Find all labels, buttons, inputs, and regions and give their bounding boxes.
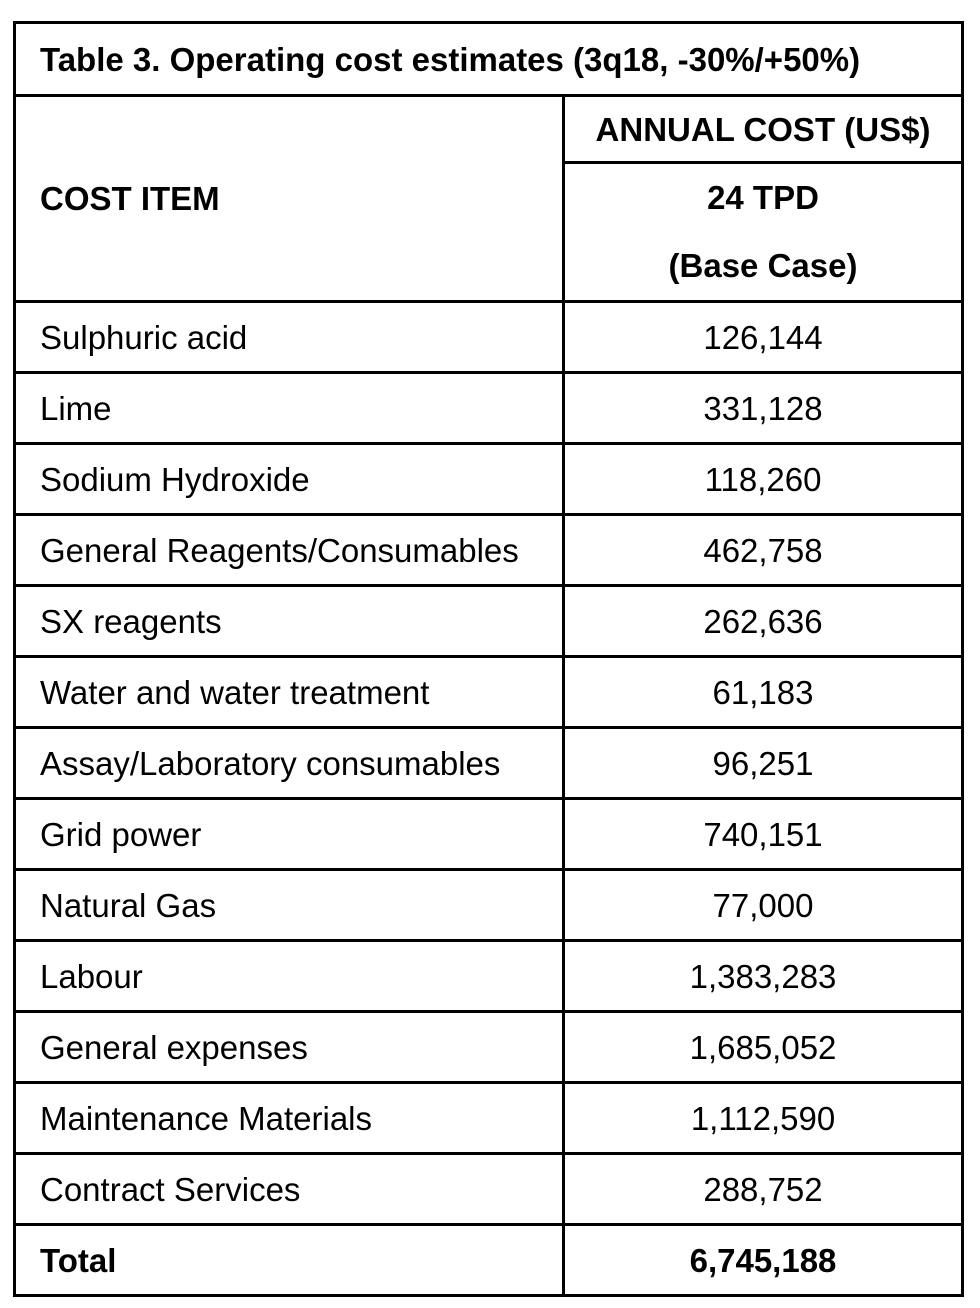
table-row bbox=[15, 941, 963, 1012]
annual-cost-cell: 462,758 bbox=[564, 515, 963, 586]
annual-cost-cell: 126,144 bbox=[564, 302, 963, 373]
annual-cost-cell: 1,685,052 bbox=[564, 1012, 963, 1083]
table-title-row bbox=[15, 23, 963, 96]
table-row bbox=[15, 728, 963, 799]
annual-cost-cell: 118,260 bbox=[564, 444, 963, 515]
cost-item-cell: Labour bbox=[15, 941, 564, 1012]
cost-item-cell: Contract Services bbox=[15, 1154, 564, 1225]
annual-cost-cell: 331,128 bbox=[564, 373, 963, 444]
cost-item-cell: General Reagents/Consumables bbox=[15, 515, 564, 586]
table-row bbox=[15, 870, 963, 941]
annual-cost-cell: 262,636 bbox=[564, 586, 963, 657]
table-row bbox=[15, 657, 963, 728]
cost-item-cell: Maintenance Materials bbox=[15, 1083, 564, 1154]
table-row bbox=[15, 302, 963, 373]
annual-cost-cell: 740,151 bbox=[564, 799, 963, 870]
annual-cost-cell: 77,000 bbox=[564, 870, 963, 941]
annual-cost-cell: 1,383,283 bbox=[564, 941, 963, 1012]
annual-cost-cell: 61,183 bbox=[564, 657, 963, 728]
cost-item-cell: Assay/Laboratory consumables bbox=[15, 728, 564, 799]
header-row-1 bbox=[15, 96, 963, 163]
annual-cost-cell: 1,112,590 bbox=[564, 1083, 963, 1154]
base-case-header bbox=[564, 163, 963, 302]
operating-cost-table bbox=[13, 21, 964, 1297]
total-row bbox=[15, 1225, 963, 1296]
table-row bbox=[15, 799, 963, 870]
base-case-label: (Base Case) bbox=[668, 247, 858, 284]
table-row bbox=[15, 373, 963, 444]
cost-item-cell: Sulphuric acid bbox=[15, 302, 564, 373]
cost-item-cell: Natural Gas bbox=[15, 870, 564, 941]
table-row bbox=[15, 1083, 963, 1154]
total-value: 6,745,188 bbox=[564, 1225, 963, 1296]
table-row bbox=[15, 1154, 963, 1225]
cost-item-cell: General expenses bbox=[15, 1012, 564, 1083]
annual-cost-cell: 96,251 bbox=[564, 728, 963, 799]
cost-item-cell: Sodium Hydroxide bbox=[15, 444, 564, 515]
table-row bbox=[15, 1012, 963, 1083]
cost-item-cell: SX reagents bbox=[15, 586, 564, 657]
annual-cost-cell: 288,752 bbox=[564, 1154, 963, 1225]
table-row bbox=[15, 515, 963, 586]
cost-item-cell: Water and water treatment bbox=[15, 657, 564, 728]
cost-item-header: COST ITEM bbox=[15, 96, 564, 302]
cost-table-frame bbox=[13, 21, 961, 1293]
table-row bbox=[15, 444, 963, 515]
annual-cost-header: ANNUAL COST (US$) bbox=[564, 96, 963, 163]
total-label: Total bbox=[15, 1225, 564, 1296]
cost-item-cell: Lime bbox=[15, 373, 564, 444]
table-row bbox=[15, 586, 963, 657]
table-title: Table 3. Operating cost estimates (3q18, -30%/+50%) bbox=[15, 23, 963, 96]
cost-item-cell: Grid power bbox=[15, 799, 564, 870]
base-case-tpd: 24 TPD bbox=[707, 179, 819, 216]
